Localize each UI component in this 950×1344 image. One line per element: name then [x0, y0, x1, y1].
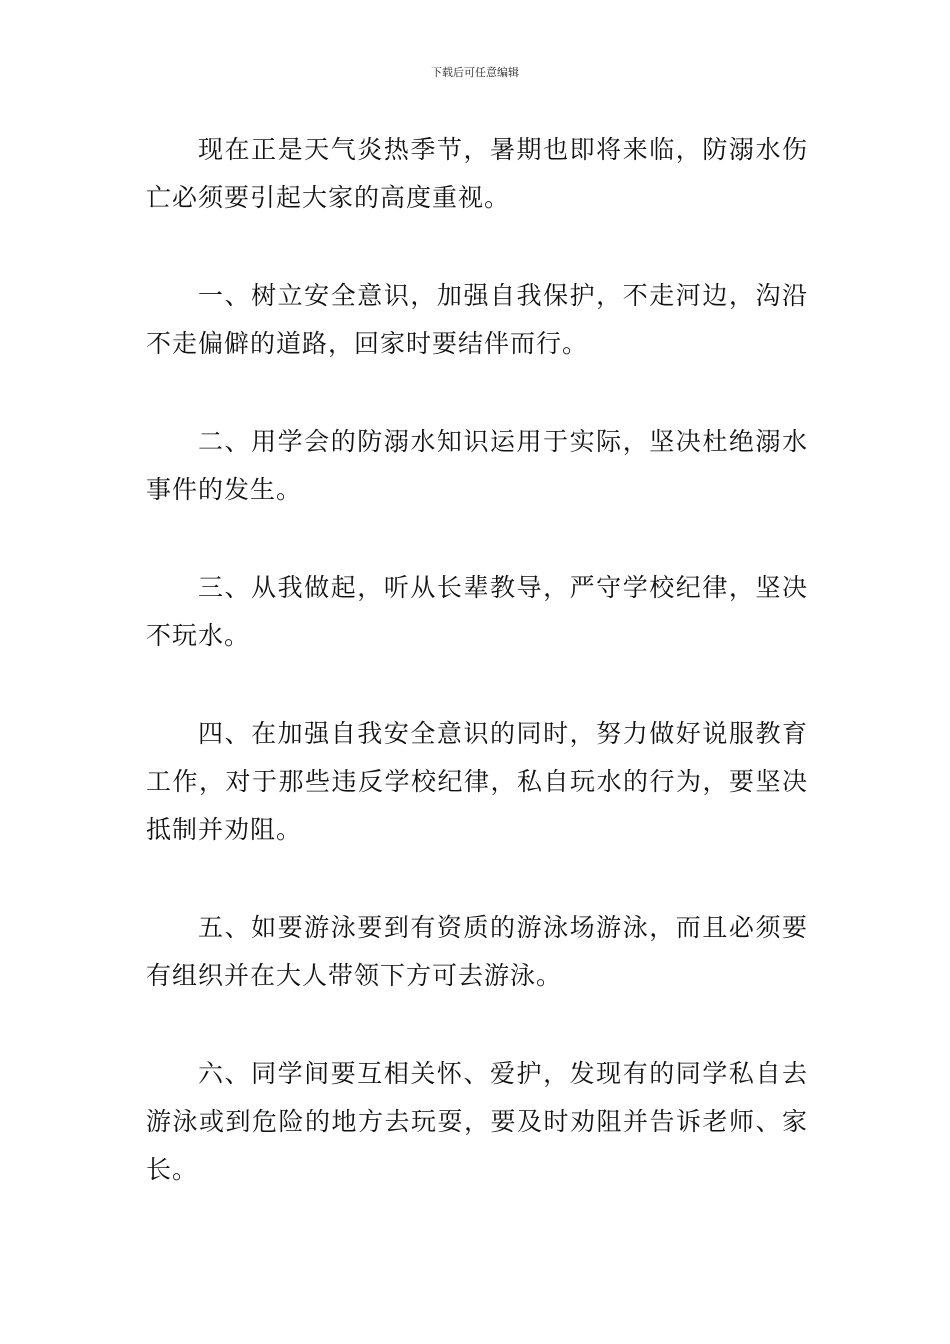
paragraph-item-6: 六、同学间要互相关怀、爱护，发现有的同学私自去游泳或到危险的地方去玩耍，要及时劝阻并告诉老师、家长。: [146, 1059, 808, 1184]
paragraph-item-1: 一、树立安全意识，加强自我保护，不走河边，沟沿不走偏僻的道路，回家时要结伴而行。: [146, 281, 808, 358]
paragraph-intro: 现在正是天气炎热季节，暑期也即将来临，防溺水伤亡必须要引起大家的高度重视。: [146, 135, 808, 212]
paragraph-item-5: 五、如要游泳要到有资质的游泳场游泳，而且必须要有组织并在大人带领下方可去游泳。: [146, 913, 808, 990]
paragraph-item-2: 二、用学会的防溺水知识运用于实际，坚决杜绝溺水事件的发生。: [146, 427, 808, 504]
paragraph-item-4: 四、在加强自我安全意识的同时，努力做好说服教育工作，对于那些违反学校纪律，私自玩水的行为，要坚决抵制并劝阻。: [146, 719, 808, 844]
paragraph-item-3: 三、从我做起，听从长辈教导，严守学校纪律，坚决不玩水。: [146, 573, 808, 650]
document-body: [146, 126, 808, 1244]
page-header: 下载后可任意编辑: [431, 66, 519, 79]
